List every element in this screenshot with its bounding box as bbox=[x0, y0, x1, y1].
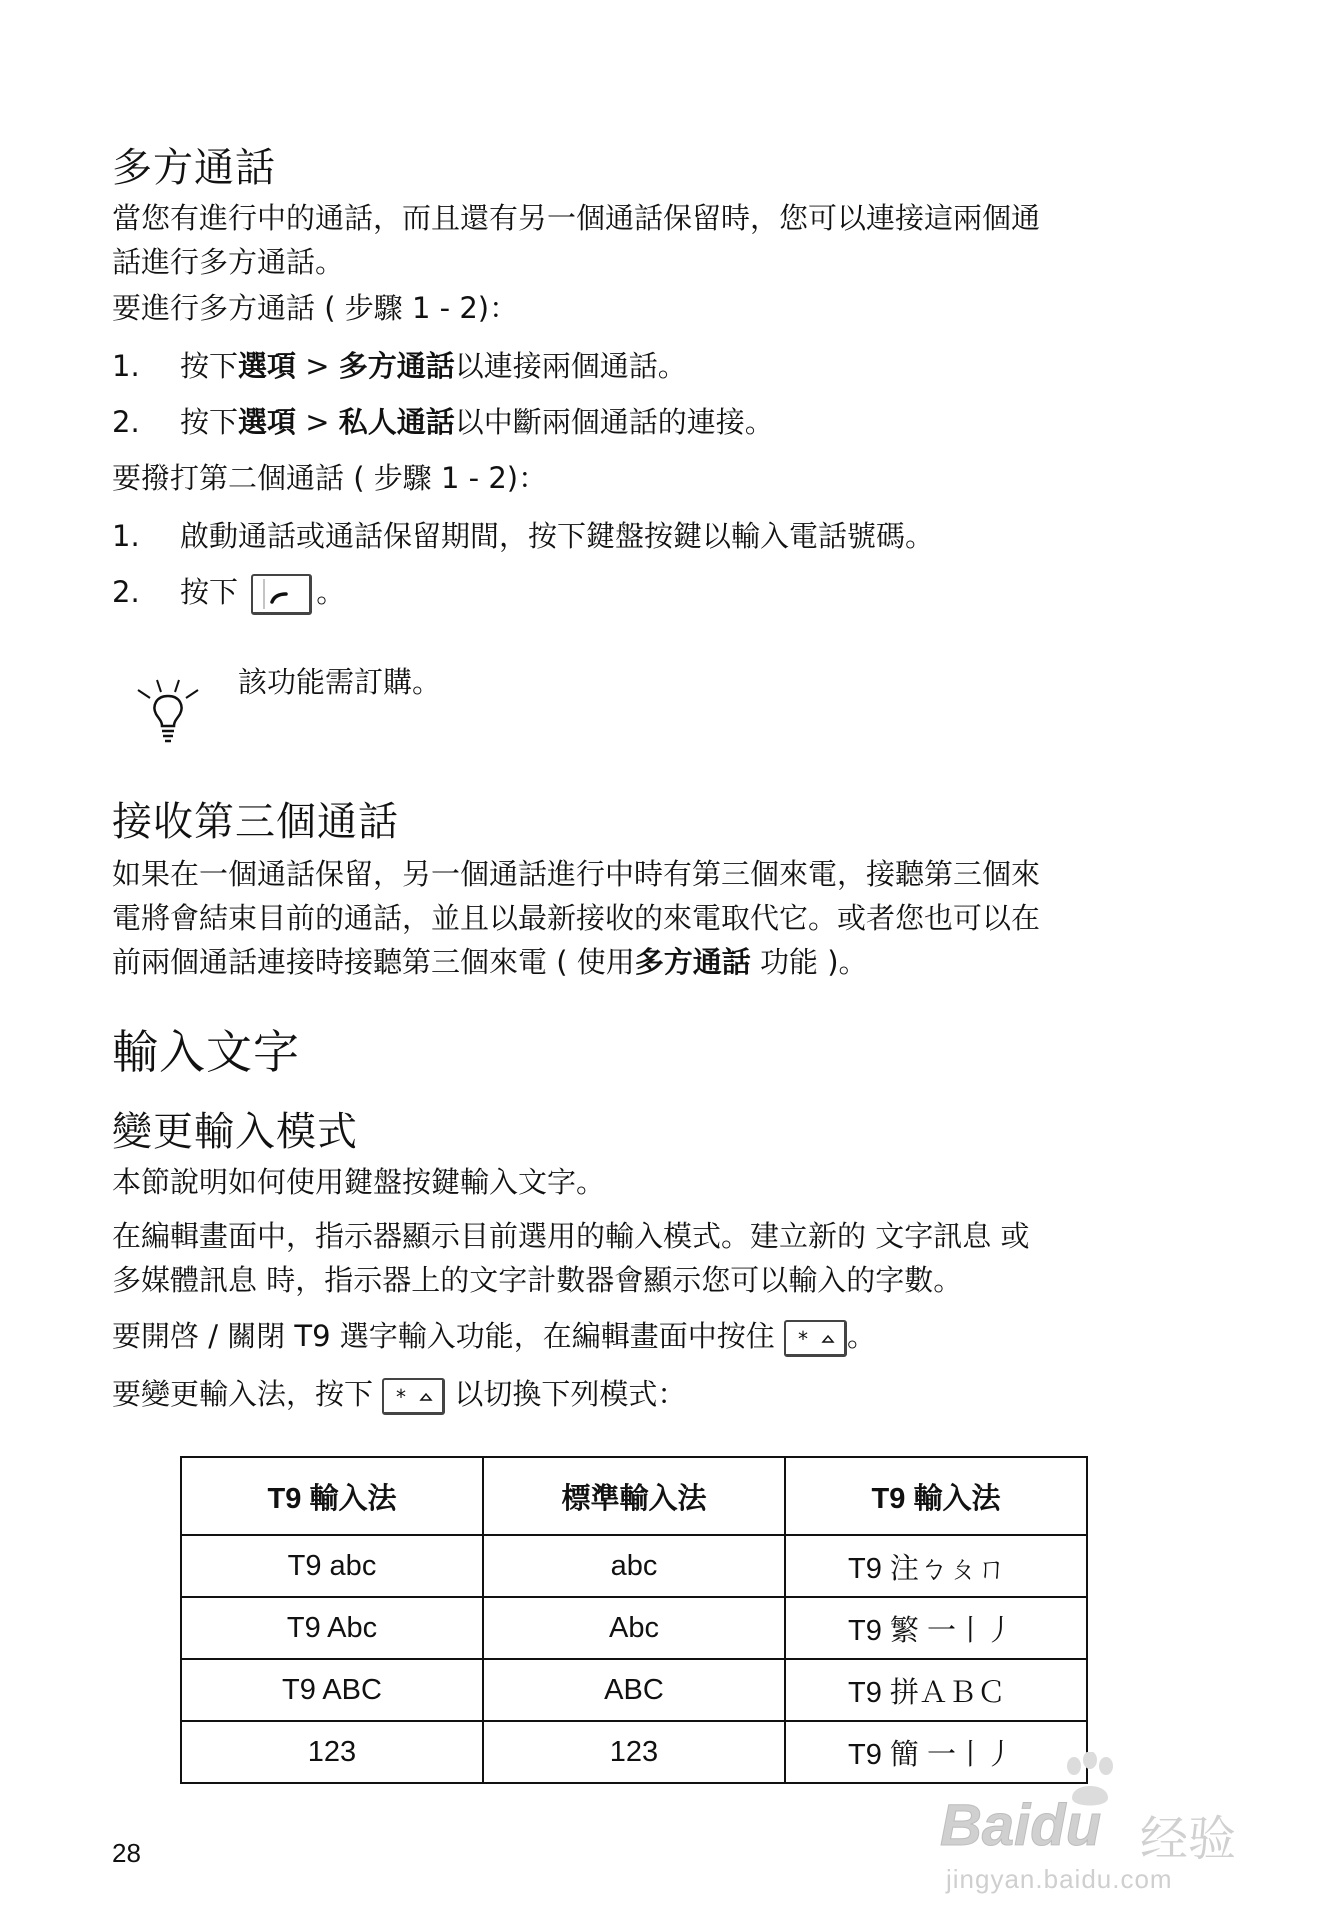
table-row bbox=[181, 1535, 1087, 1597]
lightbulb-icon bbox=[130, 672, 206, 752]
t9-toggle-end: 。 bbox=[847, 1319, 877, 1353]
watermark-brand bbox=[940, 1792, 1101, 1859]
change-method-line bbox=[112, 1372, 686, 1416]
table-row bbox=[181, 1659, 1087, 1721]
third-call-line3 bbox=[112, 940, 1222, 984]
change-method-text: 要變更輸入法，按下 bbox=[112, 1377, 383, 1411]
menu-conference-label: 多方通話 bbox=[338, 349, 455, 383]
step-number: 2. bbox=[112, 575, 140, 609]
conference-step-1 bbox=[112, 344, 687, 388]
line3-text: 前兩個通話連接時接聽第三個來電 ( 使用 bbox=[112, 945, 635, 979]
third-call-paragraph bbox=[112, 852, 1222, 984]
second-call-step-1 bbox=[112, 514, 934, 558]
table-cell: T9 繁 一丨丿 bbox=[785, 1597, 1087, 1659]
menu-private-label: 私人通話 bbox=[338, 405, 455, 439]
watermark-brand-bai: Bai bbox=[940, 1793, 1031, 1858]
heading-third-call: 接收第三個通話 bbox=[112, 799, 399, 845]
step-text: 按下 bbox=[180, 405, 239, 439]
step-number: 1. bbox=[112, 349, 140, 383]
heading-text-input: 輸入文字 bbox=[112, 1025, 300, 1079]
table-cell: T9 注ㄅㄆㄇ bbox=[785, 1535, 1087, 1597]
indicator-line1: 在編輯畫面中，指示器顯示目前選用的輸入模式。建立新的 文字訊息 或 bbox=[112, 1219, 1030, 1253]
header-t9-input-cn: T9 輸入法 bbox=[785, 1457, 1087, 1535]
table-row bbox=[181, 1597, 1087, 1659]
table-cell: T9 簡 一丨丿 bbox=[785, 1721, 1087, 1783]
table-cell: 123 bbox=[181, 1721, 483, 1783]
header-standard-input: 標準輸入法 bbox=[483, 1457, 785, 1535]
line3-text: 功能 )。 bbox=[750, 945, 868, 979]
conference-intro-line1: 當您有進行中的通話，而且還有另一個通話保留時，您可以連接這兩個通 bbox=[112, 201, 1041, 235]
svg-text:*: * bbox=[396, 1384, 407, 1409]
table-header-row bbox=[181, 1457, 1087, 1535]
step-text: 以連接兩個通話。 bbox=[454, 349, 687, 383]
conference-step-2 bbox=[112, 400, 774, 444]
header-t9-input: T9 輸入法 bbox=[181, 1457, 483, 1535]
conference-feature-label: 多方通話 bbox=[634, 945, 751, 979]
step-number: 2. bbox=[112, 405, 140, 439]
third-call-line2: 電將會結束目前的通話，並且以最新接收的來電取代它。或者您也可以在 bbox=[112, 901, 1041, 935]
watermark-brand-du: du bbox=[1030, 1793, 1102, 1858]
step-text: 啟動通話或通話保留期間，按下鍵盤按鍵以輸入電話號碼。 bbox=[180, 519, 935, 553]
table-cell: T9 ABC bbox=[181, 1659, 483, 1721]
t9-toggle-text: 要開啓 / 關閉 T9 選字輸入功能，在編輯畫面中按住 bbox=[112, 1319, 785, 1353]
input-indicator-paragraph bbox=[112, 1214, 1222, 1302]
table-cell: T9 拼ＡＢＣ bbox=[785, 1659, 1087, 1721]
step-separator: > bbox=[296, 405, 339, 439]
conference-intro bbox=[112, 196, 1212, 284]
second-call-step-2 bbox=[112, 570, 345, 615]
indicator-line2: 多媒體訊息 時，指示器上的文字計數器會顯示您可以輸入的字數。 bbox=[112, 1263, 963, 1297]
table-cell: ABC bbox=[483, 1659, 785, 1721]
star-key-icon bbox=[784, 1320, 847, 1357]
table-cell: 123 bbox=[483, 1721, 785, 1783]
t9-toggle-line bbox=[112, 1314, 876, 1358]
menu-options-label: 選項 bbox=[238, 349, 297, 383]
input-mode-table bbox=[180, 1456, 1088, 1784]
conference-steps-title: 要進行多方通話 ( 步驟 1 - 2)： bbox=[112, 291, 519, 325]
watermark-url: jingyan.baidu.com bbox=[946, 1864, 1173, 1894]
heading-conference-call: 多方通話 bbox=[112, 145, 276, 191]
star-key-icon bbox=[382, 1378, 445, 1415]
table-cell: T9 Abc bbox=[181, 1597, 483, 1659]
table-cell: T9 abc bbox=[181, 1535, 483, 1597]
change-method-end: 以切換下列模式： bbox=[445, 1377, 687, 1411]
baidu-watermark bbox=[940, 1752, 1270, 1902]
step-separator: > bbox=[296, 349, 339, 383]
svg-text:*: * bbox=[798, 1326, 809, 1351]
conference-intro-line2: 話進行多方通話。 bbox=[112, 245, 345, 279]
heading-change-input-mode: 變更輸入模式 bbox=[112, 1109, 358, 1155]
step-number: 1. bbox=[112, 519, 140, 553]
step-text: 按下 bbox=[180, 349, 239, 383]
step-text: 按下 bbox=[180, 575, 239, 609]
step-text: 以中斷兩個通話的連接。 bbox=[454, 405, 774, 439]
page-number: 28 bbox=[112, 1838, 141, 1868]
call-key-icon bbox=[251, 574, 312, 615]
menu-options-label: 選項 bbox=[238, 405, 297, 439]
table-cell: Abc bbox=[483, 1597, 785, 1659]
third-call-line1: 如果在一個通話保留，另一個通話進行中時有第三個來電，接聽第三個來 bbox=[112, 857, 1041, 891]
input-intro: 本節說明如何使用鍵盤按鍵輸入文字。 bbox=[112, 1165, 606, 1199]
tip-text: 該功能需訂購。 bbox=[238, 665, 442, 699]
table-cell: abc bbox=[483, 1535, 785, 1597]
step-text: 。 bbox=[316, 575, 346, 609]
watermark-cn: 经验 bbox=[1140, 1811, 1237, 1867]
second-call-title: 要撥打第二個通話 ( 步驟 1 - 2)： bbox=[112, 461, 548, 495]
